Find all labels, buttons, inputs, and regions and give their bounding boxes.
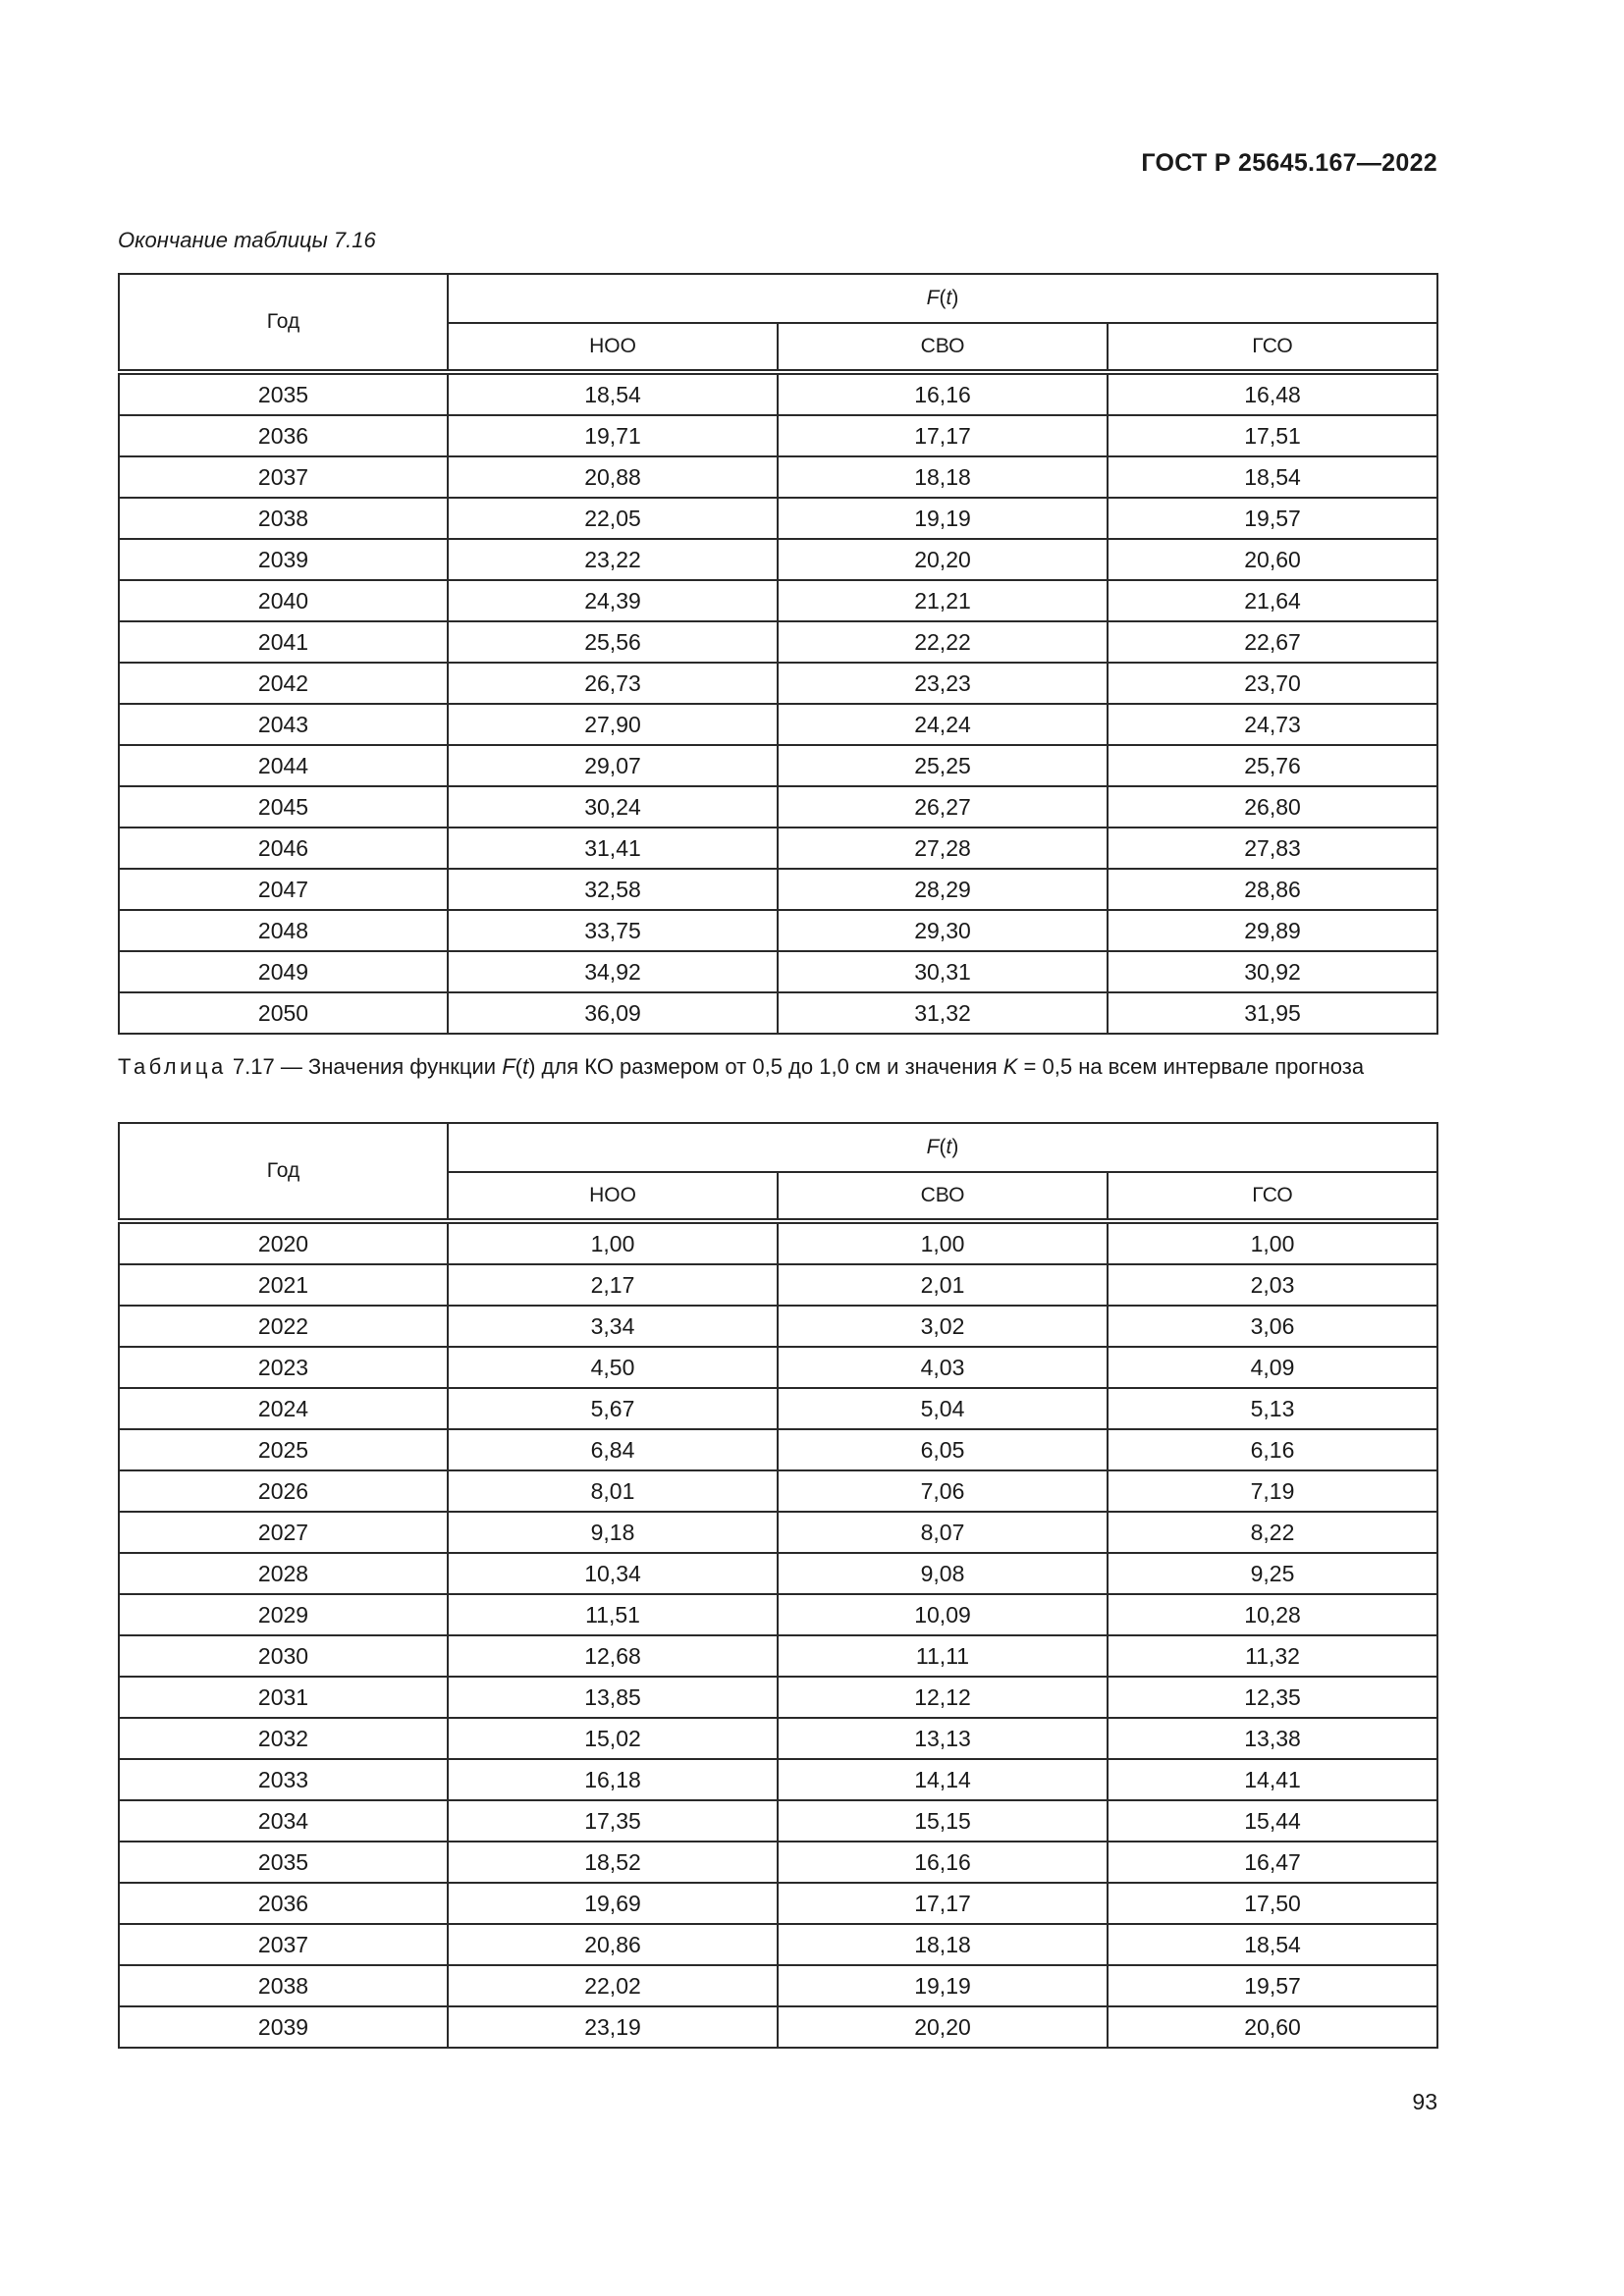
table-row <box>119 1470 1437 1512</box>
cell-noo: 1,00 <box>448 1221 778 1264</box>
cell-gso: 20,60 <box>1108 2006 1437 2048</box>
cell-svo: 12,12 <box>778 1677 1108 1718</box>
cell-noo: 31,41 <box>448 828 778 869</box>
cell-gso: 17,50 <box>1108 1883 1437 1924</box>
column-header-year: Год <box>119 274 448 372</box>
cell-year: 2035 <box>119 372 448 415</box>
cell-noo: 11,51 <box>448 1594 778 1635</box>
cell-year: 2024 <box>119 1388 448 1429</box>
cell-svo: 1,00 <box>778 1221 1108 1264</box>
cell-svo: 4,03 <box>778 1347 1108 1388</box>
table-row <box>119 1594 1437 1635</box>
cell-gso: 16,47 <box>1108 1842 1437 1883</box>
standard-designation: ГОСТ Р 25645.167—2022 <box>1141 149 1437 177</box>
cell-noo: 36,09 <box>448 992 778 1034</box>
table-7-17-caption <box>118 1051 1437 1082</box>
cell-svo: 11,11 <box>778 1635 1108 1677</box>
cell-noo: 13,85 <box>448 1677 778 1718</box>
table-row <box>119 1264 1437 1306</box>
cell-svo: 14,14 <box>778 1759 1108 1800</box>
cell-noo: 15,02 <box>448 1718 778 1759</box>
table-row <box>119 1635 1437 1677</box>
cell-svo: 16,16 <box>778 372 1108 415</box>
table-row <box>119 1347 1437 1388</box>
cell-noo: 5,67 <box>448 1388 778 1429</box>
cell-year: 2037 <box>119 456 448 498</box>
cell-gso: 25,76 <box>1108 745 1437 786</box>
table-row <box>119 1883 1437 1924</box>
table-row <box>119 1429 1437 1470</box>
table-row <box>119 539 1437 580</box>
cell-gso: 18,54 <box>1108 456 1437 498</box>
table-row <box>119 704 1437 745</box>
cell-gso: 22,67 <box>1108 621 1437 663</box>
cell-gso: 13,38 <box>1108 1718 1437 1759</box>
cell-noo: 26,73 <box>448 663 778 704</box>
cell-year: 2025 <box>119 1429 448 1470</box>
cell-gso: 9,25 <box>1108 1553 1437 1594</box>
cell-svo: 22,22 <box>778 621 1108 663</box>
cell-year: 2035 <box>119 1842 448 1883</box>
cell-year: 2039 <box>119 539 448 580</box>
cell-noo: 17,35 <box>448 1800 778 1842</box>
cell-gso: 23,70 <box>1108 663 1437 704</box>
table-7-17-body <box>119 1221 1437 2048</box>
cell-year: 2032 <box>119 1718 448 1759</box>
cell-year: 2030 <box>119 1635 448 1677</box>
cell-svo: 9,08 <box>778 1553 1108 1594</box>
cell-year: 2028 <box>119 1553 448 1594</box>
cell-svo: 27,28 <box>778 828 1108 869</box>
cell-noo: 2,17 <box>448 1264 778 1306</box>
table-row <box>119 828 1437 869</box>
column-header-svo: СВО <box>778 323 1108 372</box>
cell-gso: 18,54 <box>1108 1924 1437 1965</box>
column-header-year: Год <box>119 1123 448 1221</box>
cell-noo: 23,19 <box>448 2006 778 2048</box>
cell-gso: 16,48 <box>1108 372 1437 415</box>
cell-noo: 10,34 <box>448 1553 778 1594</box>
table-row <box>119 1306 1437 1347</box>
table-row <box>119 372 1437 415</box>
cell-year: 2023 <box>119 1347 448 1388</box>
cell-gso: 12,35 <box>1108 1677 1437 1718</box>
cell-gso: 3,06 <box>1108 1306 1437 1347</box>
cell-noo: 23,22 <box>448 539 778 580</box>
cell-year: 2020 <box>119 1221 448 1264</box>
cell-gso: 14,41 <box>1108 1759 1437 1800</box>
cell-noo: 30,24 <box>448 786 778 828</box>
table-row <box>119 951 1437 992</box>
cell-noo: 20,86 <box>448 1924 778 1965</box>
cell-gso: 28,86 <box>1108 869 1437 910</box>
cell-svo: 18,18 <box>778 456 1108 498</box>
cell-svo: 18,18 <box>778 1924 1108 1965</box>
cell-noo: 20,88 <box>448 456 778 498</box>
table-row <box>119 1759 1437 1800</box>
cell-gso: 5,13 <box>1108 1388 1437 1429</box>
cell-svo: 20,20 <box>778 2006 1108 2048</box>
cell-gso: 27,83 <box>1108 828 1437 869</box>
cell-noo: 9,18 <box>448 1512 778 1553</box>
cell-svo: 8,07 <box>778 1512 1108 1553</box>
cell-noo: 3,34 <box>448 1306 778 1347</box>
cell-svo: 28,29 <box>778 869 1108 910</box>
table-row <box>119 869 1437 910</box>
cell-svo: 25,25 <box>778 745 1108 786</box>
column-header-noo: НОО <box>448 323 778 372</box>
cell-svo: 15,15 <box>778 1800 1108 1842</box>
cell-gso: 6,16 <box>1108 1429 1437 1470</box>
cell-year: 2036 <box>119 1883 448 1924</box>
cell-gso: 1,00 <box>1108 1221 1437 1264</box>
cell-svo: 26,27 <box>778 786 1108 828</box>
cell-svo: 17,17 <box>778 415 1108 456</box>
column-header-gso: ГСО <box>1108 1172 1437 1221</box>
cell-year: 2049 <box>119 951 448 992</box>
table-row <box>119 1718 1437 1759</box>
table-7-16-body <box>119 372 1437 1034</box>
cell-year: 2036 <box>119 415 448 456</box>
cell-noo: 34,92 <box>448 951 778 992</box>
table-row <box>119 1553 1437 1594</box>
cell-year: 2038 <box>119 1965 448 2006</box>
cell-svo: 19,19 <box>778 1965 1108 2006</box>
cell-noo: 16,18 <box>448 1759 778 1800</box>
cell-year: 2042 <box>119 663 448 704</box>
cell-year: 2040 <box>119 580 448 621</box>
cell-gso: 19,57 <box>1108 498 1437 539</box>
column-group-header-ft: F(t) <box>448 1123 1437 1172</box>
cell-noo: 19,69 <box>448 1883 778 1924</box>
table-row <box>119 415 1437 456</box>
cell-gso: 8,22 <box>1108 1512 1437 1553</box>
cell-year: 2021 <box>119 1264 448 1306</box>
cell-svo: 16,16 <box>778 1842 1108 1883</box>
cell-gso: 19,57 <box>1108 1965 1437 2006</box>
table-row <box>119 1842 1437 1883</box>
cell-svo: 21,21 <box>778 580 1108 621</box>
cell-noo: 32,58 <box>448 869 778 910</box>
cell-svo: 20,20 <box>778 539 1108 580</box>
cell-year: 2039 <box>119 2006 448 2048</box>
column-header-noo: НОО <box>448 1172 778 1221</box>
cell-year: 2047 <box>119 869 448 910</box>
table-row <box>119 2006 1437 2048</box>
table-row <box>119 1924 1437 1965</box>
cell-svo: 30,31 <box>778 951 1108 992</box>
cell-noo: 12,68 <box>448 1635 778 1677</box>
cell-year: 2044 <box>119 745 448 786</box>
cell-svo: 10,09 <box>778 1594 1108 1635</box>
cell-svo: 17,17 <box>778 1883 1108 1924</box>
cell-year: 2026 <box>119 1470 448 1512</box>
cell-year: 2033 <box>119 1759 448 1800</box>
cell-year: 2043 <box>119 704 448 745</box>
table-row <box>119 1965 1437 2006</box>
cell-svo: 24,24 <box>778 704 1108 745</box>
cell-gso: 31,95 <box>1108 992 1437 1034</box>
cell-noo: 4,50 <box>448 1347 778 1388</box>
cell-gso: 29,89 <box>1108 910 1437 951</box>
cell-year: 2050 <box>119 992 448 1034</box>
cell-year: 2045 <box>119 786 448 828</box>
table-row <box>119 745 1437 786</box>
cell-gso: 4,09 <box>1108 1347 1437 1388</box>
cell-year: 2027 <box>119 1512 448 1553</box>
cell-gso: 2,03 <box>1108 1264 1437 1306</box>
table-7-17 <box>118 1122 1438 2049</box>
cell-noo: 18,54 <box>448 372 778 415</box>
cell-gso: 11,32 <box>1108 1635 1437 1677</box>
column-header-svo: СВО <box>778 1172 1108 1221</box>
table-row <box>119 1800 1437 1842</box>
table-row <box>119 621 1437 663</box>
cell-gso: 30,92 <box>1108 951 1437 992</box>
cell-svo: 13,13 <box>778 1718 1108 1759</box>
cell-noo: 27,90 <box>448 704 778 745</box>
cell-year: 2038 <box>119 498 448 539</box>
cell-gso: 20,60 <box>1108 539 1437 580</box>
cell-gso: 24,73 <box>1108 704 1437 745</box>
cell-svo: 31,32 <box>778 992 1108 1034</box>
table-row <box>119 1677 1437 1718</box>
table-row <box>119 1388 1437 1429</box>
table-row <box>119 1512 1437 1553</box>
cell-noo: 22,05 <box>448 498 778 539</box>
cell-svo: 29,30 <box>778 910 1108 951</box>
cell-noo: 24,39 <box>448 580 778 621</box>
cell-svo: 3,02 <box>778 1306 1108 1347</box>
table-row <box>119 992 1437 1034</box>
cell-noo: 22,02 <box>448 1965 778 2006</box>
cell-gso: 7,19 <box>1108 1470 1437 1512</box>
page-number: 93 <box>1412 2089 1437 2114</box>
table-label: Таблица <box>118 1054 227 1079</box>
cell-noo: 19,71 <box>448 415 778 456</box>
table-7-16 <box>118 273 1438 1035</box>
cell-year: 2048 <box>119 910 448 951</box>
table-row <box>119 498 1437 539</box>
cell-year: 2034 <box>119 1800 448 1842</box>
cell-svo: 19,19 <box>778 498 1108 539</box>
cell-svo: 7,06 <box>778 1470 1108 1512</box>
cell-noo: 29,07 <box>448 745 778 786</box>
cell-svo: 2,01 <box>778 1264 1108 1306</box>
cell-noo: 18,52 <box>448 1842 778 1883</box>
table-row <box>119 580 1437 621</box>
cell-gso: 26,80 <box>1108 786 1437 828</box>
cell-year: 2022 <box>119 1306 448 1347</box>
cell-gso: 15,44 <box>1108 1800 1437 1842</box>
cell-gso: 17,51 <box>1108 415 1437 456</box>
table-row <box>119 910 1437 951</box>
table-row <box>119 786 1437 828</box>
cell-noo: 25,56 <box>448 621 778 663</box>
table-row <box>119 456 1437 498</box>
column-header-gso: ГСО <box>1108 323 1437 372</box>
cell-year: 2046 <box>119 828 448 869</box>
cell-noo: 33,75 <box>448 910 778 951</box>
cell-svo: 5,04 <box>778 1388 1108 1429</box>
column-group-header-ft: F(t) <box>448 274 1437 323</box>
table-7-16-continuation-caption: Окончание таблицы 7.16 <box>118 228 376 252</box>
cell-year: 2029 <box>119 1594 448 1635</box>
table-row <box>119 663 1437 704</box>
cell-noo: 8,01 <box>448 1470 778 1512</box>
cell-noo: 6,84 <box>448 1429 778 1470</box>
cell-year: 2041 <box>119 621 448 663</box>
cell-year: 2031 <box>119 1677 448 1718</box>
table-title: 7.17 — Значения функции F(t) для КО размером от 0,5 до 1,0 см и значения K = 0,5 на всем интервале прогноза <box>232 1054 1365 1079</box>
cell-gso: 21,64 <box>1108 580 1437 621</box>
cell-gso: 10,28 <box>1108 1594 1437 1635</box>
cell-year: 2037 <box>119 1924 448 1965</box>
cell-svo: 6,05 <box>778 1429 1108 1470</box>
table-row <box>119 1221 1437 1264</box>
cell-svo: 23,23 <box>778 663 1108 704</box>
